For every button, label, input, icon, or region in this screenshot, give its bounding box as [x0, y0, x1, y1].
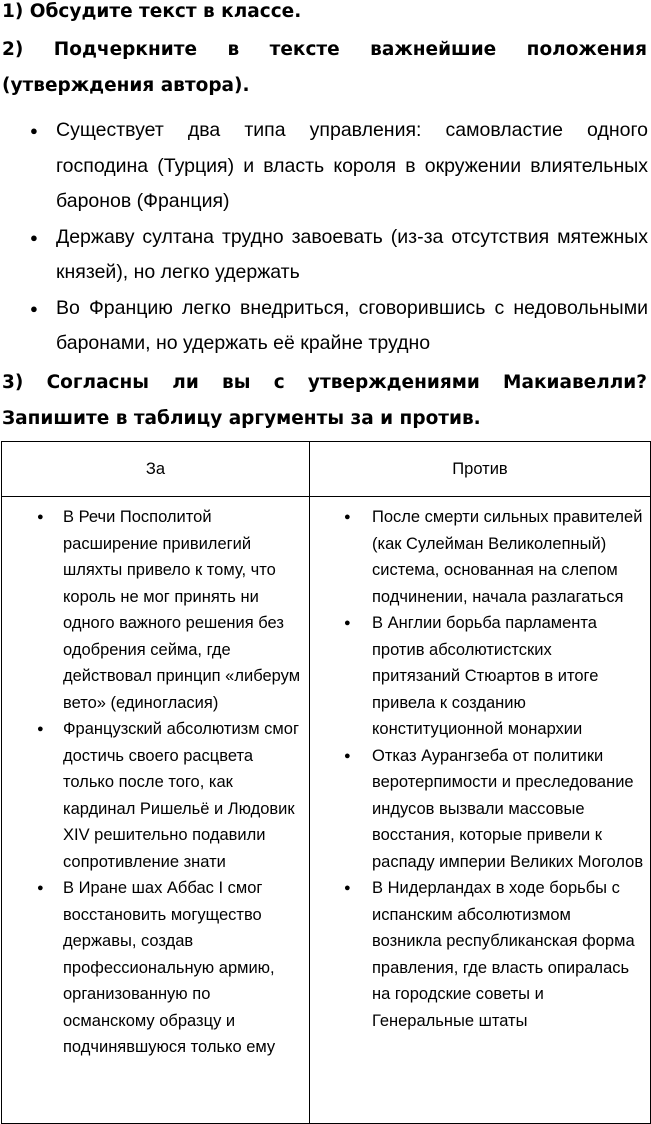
protiv-argument: ● Отказ Аурангзеба от политики веротерпимости и преследование индусов вызвали массовые восстания, которые привели к распаду империи Великих Моголов [372, 743, 644, 876]
key-point: ● Державу султана трудно завоевать (из-за отсутствия мятежных князей), но легко удержать [56, 220, 648, 291]
table-body-row [2, 497, 651, 1124]
task-1-heading: 1) Обсудите текст в классе. [2, 1, 302, 22]
za-arguments-list [63, 504, 301, 1061]
protiv-argument: ● После смерти сильных правителей (как Сулейман Великолепный) система, основанная на слепом подчинении, начала разлагаться [372, 504, 644, 610]
task-3-heading: 3) Согласны ли вы с утверждениями Макиавелли? Запишите в таблицу аргументы за и против. [2, 372, 647, 429]
arguments-table [1, 441, 651, 1124]
key-points-list [56, 113, 648, 362]
za-cell [2, 497, 310, 1124]
protiv-arguments-list [372, 504, 644, 1034]
za-argument: ● Французский абсолютизм смог достичь своего расцвета только после того, как кардинал Ришельё и Людовик XIV решительно подавили сопротивление знати [63, 716, 301, 875]
za-argument: ● В Речи Посполитой расширение привилегий шляхты привело к тому, что король не мог принять ни одного важного решения без одобрения сейма, где действовал принцип «либерум вето» (единогласия) [63, 504, 301, 716]
protiv-argument: ● В Нидерландах в ходе борьбы с испанским абсолютизмом возникла республиканская форма правления, где власть опиралась на городские советы и Генеральные штаты [372, 875, 644, 1034]
za-argument: ● В Иране шах Аббас I смог восстановить могущество державы, создав профессиональную армию, организованную по османскому образцу и подчинявшуюся только ему [63, 875, 301, 1061]
key-point: ● Во Францию легко внедриться, сговорившись с недовольными баронами, но удержать её крайне трудно [56, 291, 648, 362]
table-header-row [2, 442, 651, 497]
key-point: ● Существует два типа управления: самовластие одного господина (Турция) и власть короля в окружении влиятельных баронов (Франция) [56, 113, 648, 220]
task-2-heading: 2) Подчеркните в тексте важнейшие положения (утверждения автора). [2, 39, 647, 96]
protiv-cell [310, 497, 651, 1124]
protiv-argument: ● В Англии борьба парламента против абсолютистских притязаний Стюартов в итоге привела к созданию конституционной монархии [372, 610, 644, 743]
column-header-za: За [2, 442, 310, 497]
column-header-protiv: Против [310, 442, 651, 497]
